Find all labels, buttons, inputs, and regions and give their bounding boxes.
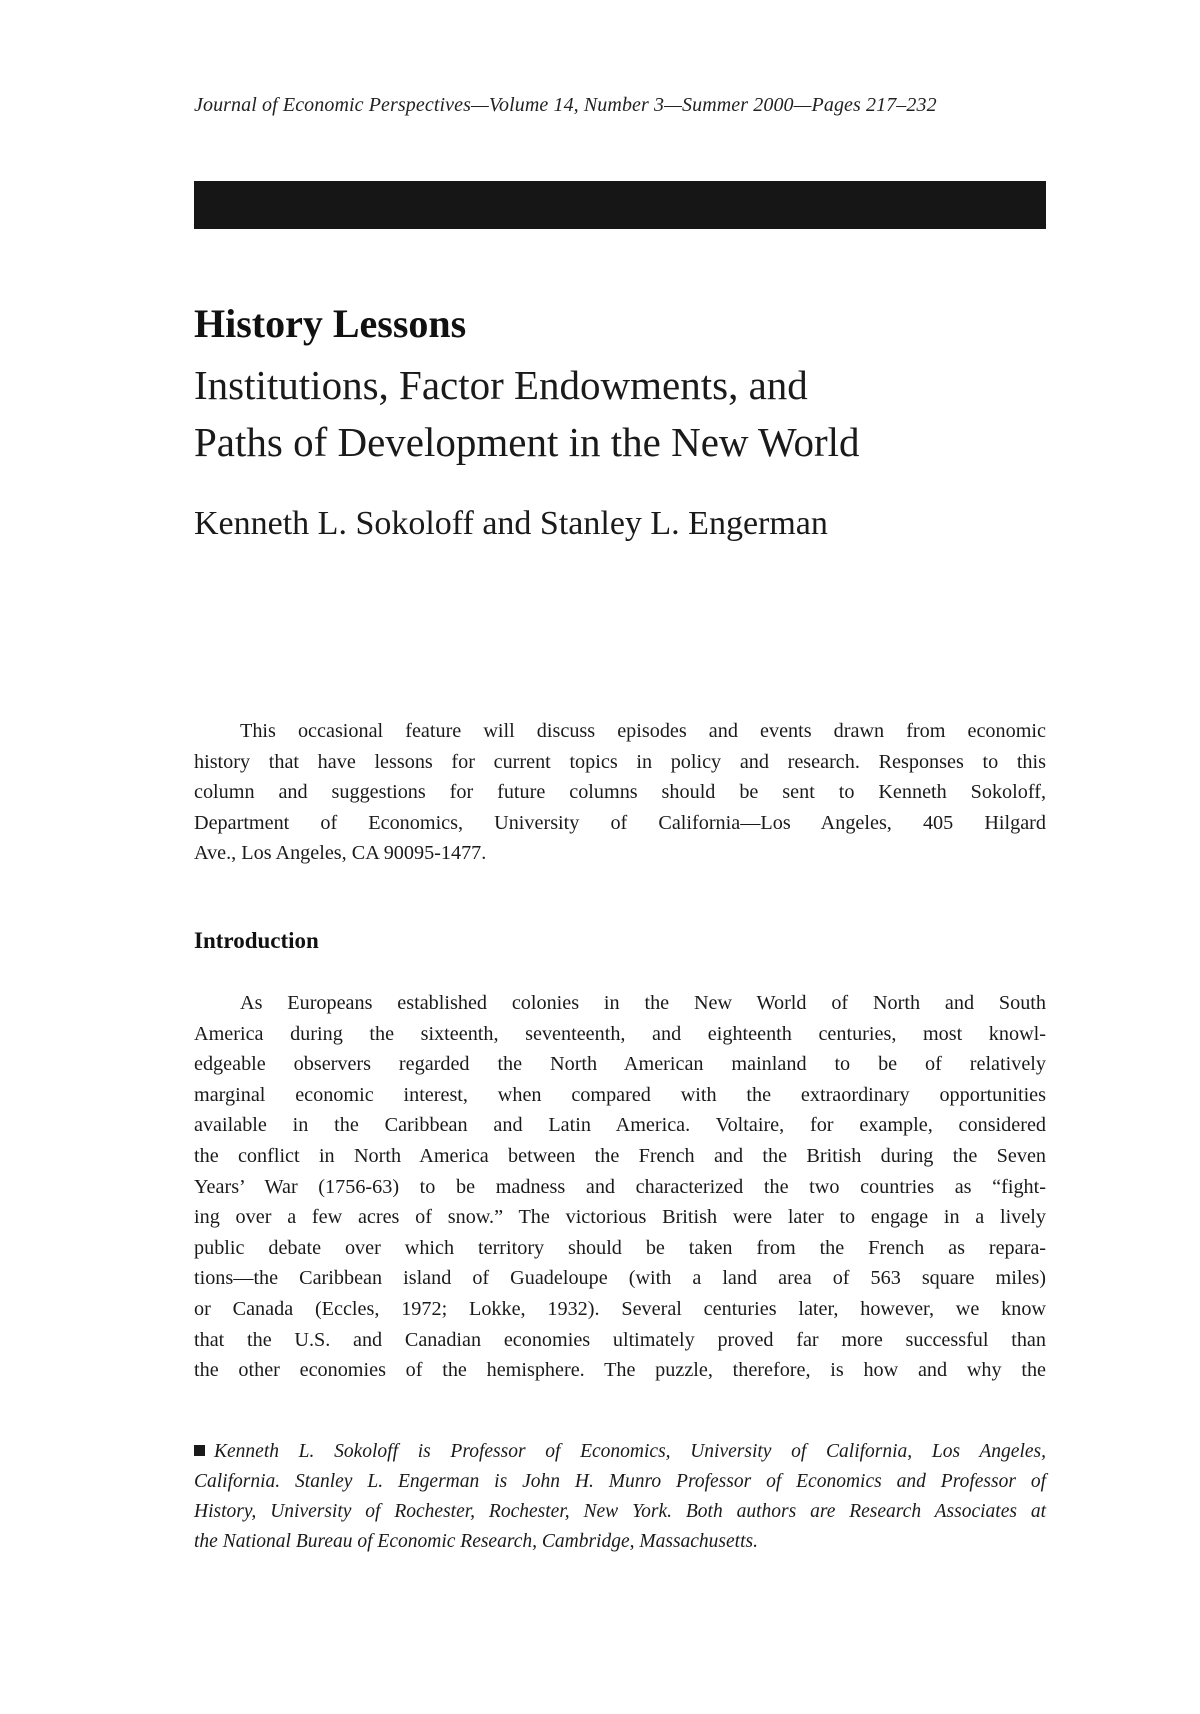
- article-title-line: Paths of Development in the New World: [194, 419, 860, 465]
- column-title: History Lessons: [194, 301, 467, 346]
- footnote-line: the National Bureau of Economic Research, Cambridge, Massachusetts.: [194, 1531, 758, 1552]
- section-heading: Introduction: [194, 928, 319, 953]
- running-head: Journal of Economic Perspectives—Volume 14, Number 3—Summer 2000—Pages 217–232: [194, 94, 937, 116]
- paragraph-line: the other economies of the hemisphere. The puzzle, therefore, is how and why the: [194, 1359, 1046, 1382]
- paragraph-line: that the U.S. and Canadian economies ultimately proved far more successful than: [194, 1328, 1046, 1351]
- paragraph-line: Ave., Los Angeles, CA 90095-1477.: [194, 842, 487, 865]
- author-footnote: [194, 1437, 1046, 1557]
- intro-paragraph: [194, 988, 1046, 1386]
- paragraph-line: history that have lessons for current topics in policy and research. Responses to this: [194, 750, 1046, 773]
- paragraph-line: marginal economic interest, when compared with the extraordinary opportunities: [194, 1083, 1046, 1106]
- paragraph-line: or Canada (Eccles, 1972; Lokke, 1932). Several centuries later, however, we know: [194, 1297, 1046, 1320]
- paragraph-line: tions—the Caribbean island of Guadeloupe (with a land area of 563 square miles): [194, 1267, 1046, 1290]
- footnote-line: History, University of Rochester, Rochester, New York. Both authors are Research Associates at: [194, 1501, 1046, 1522]
- paragraph-line: column and suggestions for future columns should be sent to Kenneth Sokoloff,: [194, 781, 1046, 804]
- footnote-line-text: Kenneth L. Sokoloff is Professor of Economics, University of California, Los Angeles,: [214, 1441, 1046, 1462]
- paragraph-line: This occasional feature will discuss episodes and events drawn from economic: [240, 720, 1046, 742]
- paragraph-line: ing over a few acres of snow.” The victorious British were later to engage in a lively: [194, 1206, 1046, 1229]
- paragraph-line: public debate over which territory should be taken from the French as repara-: [194, 1236, 1046, 1259]
- square-bullet-icon: [194, 1445, 205, 1456]
- paragraph-line: As Europeans established colonies in the New World of North and South: [240, 992, 1046, 1014]
- footnote-line: California. Stanley L. Engerman is John H. Munro Professor of Economics and Professor of: [194, 1471, 1046, 1492]
- author-byline: Kenneth L. Sokoloff and Stanley L. Engerman: [194, 505, 828, 542]
- article-title-line: Institutions, Factor Endowments, and: [194, 362, 808, 408]
- paragraph-line: Department of Economics, University of California—Los Angeles, 405 Hilgard: [194, 811, 1046, 834]
- editor-note: [194, 716, 1046, 869]
- footnote-line: [194, 1437, 1046, 1467]
- article-title: [194, 357, 1046, 471]
- paragraph-line: available in the Caribbean and Latin America. Voltaire, for example, considered: [194, 1114, 1046, 1137]
- paragraph-line: edgeable observers regarded the North American mainland to be of relatively: [194, 1053, 1046, 1076]
- paragraph-line: America during the sixteenth, seventeenth, and eighteenth centuries, most knowl-: [194, 1022, 1046, 1045]
- header-rule-bar: [194, 181, 1046, 229]
- paragraph-line: Years’ War (1756-63) to be madness and characterized the two countries as “fight-: [194, 1175, 1046, 1198]
- paragraph-line: the conflict in North America between the French and the British during the Seven: [194, 1144, 1046, 1167]
